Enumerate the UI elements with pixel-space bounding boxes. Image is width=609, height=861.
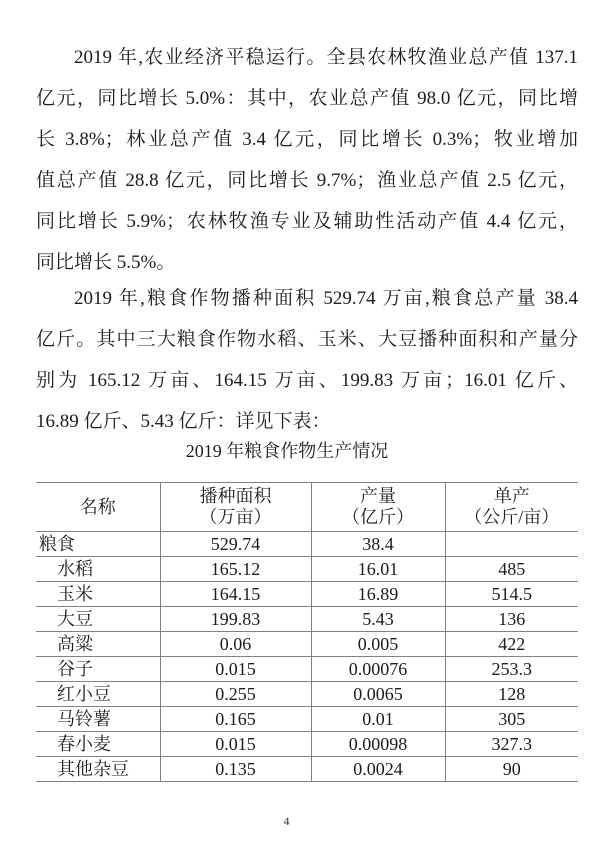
paragraph-line: 亿元，同比增长 5.0%：其中，农业总产值 98.0 亿元，同比增 xyxy=(36,88,578,109)
cell-name: 其他杂豆 xyxy=(36,757,160,782)
table-row xyxy=(36,657,578,682)
cell-area: 0.06 xyxy=(160,632,311,657)
table-row xyxy=(36,732,578,757)
table-row xyxy=(36,557,578,582)
cell-area: 164.15 xyxy=(160,582,311,607)
cell-production: 38.4 xyxy=(311,532,445,557)
cell-production: 0.01 xyxy=(311,707,445,732)
paragraph-line: 值总产值 28.8 亿元，同比增长 9.7%；渔业总产值 2.5 亿元， xyxy=(36,170,578,191)
header-line: 单产 xyxy=(493,486,530,506)
cell-production: 16.89 xyxy=(311,582,445,607)
column-header-yield xyxy=(445,483,578,532)
cell-area: 529.74 xyxy=(160,532,311,557)
cell-yield xyxy=(445,532,578,557)
cell-production: 0.0024 xyxy=(311,757,445,782)
column-header-area xyxy=(160,483,311,532)
cell-name: 谷子 xyxy=(36,657,160,682)
cell-name: 玉米 xyxy=(36,582,160,607)
cell-production: 5.43 xyxy=(311,607,445,632)
cell-yield: 90 xyxy=(445,757,578,782)
cell-name: 粮食 xyxy=(36,532,160,557)
cell-yield: 514.5 xyxy=(445,582,578,607)
cell-name: 马铃薯 xyxy=(36,707,160,732)
table-row xyxy=(36,707,578,732)
cell-area: 199.83 xyxy=(160,607,311,632)
table-body xyxy=(36,532,578,782)
cell-area: 0.015 xyxy=(160,732,311,757)
cell-production: 0.00098 xyxy=(311,732,445,757)
paragraph-agriculture-economy xyxy=(36,37,578,283)
paragraph-line: 16.89 亿斤、5.43 亿斤：详见下表： xyxy=(36,411,331,432)
paragraph-grain-production xyxy=(36,278,578,442)
cell-yield: 485 xyxy=(445,557,578,582)
table-row xyxy=(36,757,578,782)
table-row xyxy=(36,682,578,707)
cell-yield: 136 xyxy=(445,607,578,632)
cell-yield: 253.3 xyxy=(445,657,578,682)
cell-yield: 305 xyxy=(445,707,578,732)
table-row xyxy=(36,607,578,632)
cell-name: 红小豆 xyxy=(36,682,160,707)
paragraph-line: 亿斤。其中三大粮食作物水稻、玉米、大豆播种面积和产量分 xyxy=(36,329,578,350)
header-line: （公斤/亩） xyxy=(464,507,560,527)
paragraph-line: 同比增长 5.5%。 xyxy=(36,252,176,273)
cell-name: 高粱 xyxy=(36,632,160,657)
cell-area: 0.135 xyxy=(160,757,311,782)
header-line: 产量 xyxy=(360,486,396,506)
paragraph-line: 2019 年,农业经济平稳运行。全县农林牧渔业总产值 137.1 xyxy=(74,47,578,68)
paragraph-line: 别为 165.12 万亩、164.15 万亩、199.83 万亩；16.01 亿斤、 xyxy=(36,370,578,391)
table-row xyxy=(36,532,578,557)
header-line: （亿斤） xyxy=(342,507,414,527)
paragraph-line: 长 3.8%；林业总产值 3.4 亿元，同比增长 0.3%；牧业增加 xyxy=(36,129,578,150)
cell-production: 0.00076 xyxy=(311,657,445,682)
column-header-production xyxy=(311,483,445,532)
cell-name: 大豆 xyxy=(36,607,160,632)
table-header xyxy=(36,483,578,532)
cell-name: 水稻 xyxy=(36,557,160,582)
table-row xyxy=(36,582,578,607)
table-title: 2019 年粮食作物生产情况 xyxy=(185,441,389,461)
header-line: 播种面积 xyxy=(199,486,272,506)
table-row xyxy=(36,632,578,657)
cell-area: 0.165 xyxy=(160,707,311,732)
cell-area: 165.12 xyxy=(160,557,311,582)
cell-production: 0.0065 xyxy=(311,682,445,707)
cell-yield: 422 xyxy=(445,632,578,657)
paragraph-line: 同比增长 5.9%；农林牧渔专业及辅助性活动产值 4.4 亿元， xyxy=(36,211,578,232)
table-header-row xyxy=(36,483,578,532)
cell-yield: 327.3 xyxy=(445,732,578,757)
page-number: 4 xyxy=(283,814,290,828)
cell-area: 0.015 xyxy=(160,657,311,682)
cell-name: 春小麦 xyxy=(36,732,160,757)
paragraph-line: 2019 年,粮食作物播种面积 529.74 万亩,粮食总产量 38.4 xyxy=(74,288,578,309)
cell-yield: 128 xyxy=(445,682,578,707)
cell-area: 0.255 xyxy=(160,682,311,707)
cell-production: 0.005 xyxy=(311,632,445,657)
column-header-name: 名称 xyxy=(36,483,160,532)
header-line: （万亩） xyxy=(199,507,272,527)
grain-production-table xyxy=(36,482,578,782)
cell-production: 16.01 xyxy=(311,557,445,582)
